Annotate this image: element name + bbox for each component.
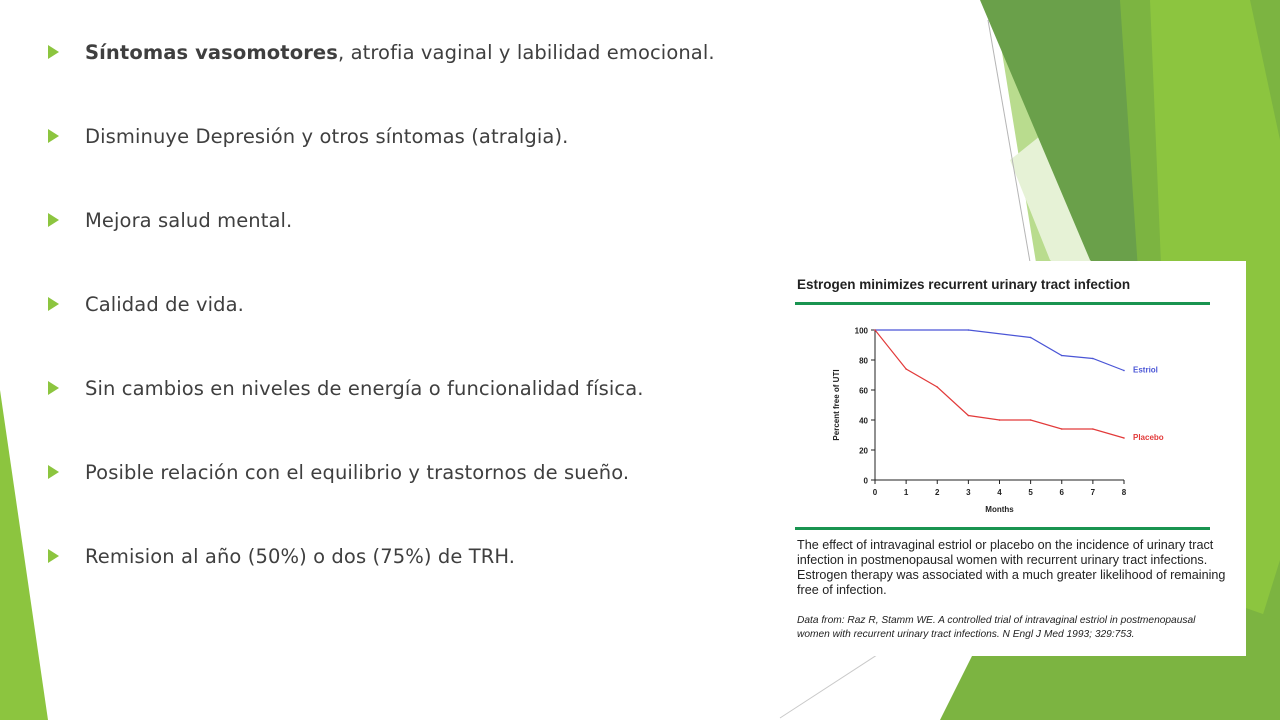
- left-green-triangle: [0, 390, 48, 720]
- data-point-estriol: [1123, 370, 1125, 372]
- data-point-placebo: [936, 386, 938, 388]
- bullet-text: Remision al año (50%) o dos (75%) de TRH.: [85, 544, 516, 568]
- bullet-item: [48, 204, 292, 236]
- x-axis-label: Months: [985, 505, 1014, 514]
- data-point-placebo: [905, 368, 907, 370]
- data-point-placebo: [1092, 428, 1094, 430]
- data-point-estriol: [1092, 358, 1094, 360]
- bullet-bold-text: Síntomas vasomotores: [85, 40, 338, 64]
- bullet-text: , atrofia vaginal y labilidad emocional.: [337, 40, 715, 64]
- x-tick-label: 6: [1059, 488, 1064, 497]
- y-axis-label: Percent free of UTI: [832, 369, 841, 441]
- data-point-estriol: [1061, 355, 1063, 357]
- data-point-placebo: [1123, 437, 1125, 439]
- bullet-text: Calidad de vida.: [85, 292, 244, 316]
- bullet-item: [48, 36, 715, 68]
- arrow-bullet-icon: [48, 297, 59, 311]
- bullet-item: [48, 540, 515, 572]
- x-tick-label: 8: [1121, 488, 1127, 497]
- x-tick-label: 7: [1090, 488, 1096, 497]
- data-point-placebo: [1061, 428, 1063, 430]
- arrow-bullet-icon: [48, 549, 59, 563]
- bullet-item: [48, 372, 644, 404]
- caption-divider-line: [795, 527, 1210, 530]
- chart-figure: [781, 261, 1246, 656]
- arrow-bullet-icon: [48, 381, 59, 395]
- bullet-item: [48, 120, 568, 152]
- line-chart: [781, 261, 1246, 531]
- x-tick-label: 4: [997, 488, 1002, 497]
- series-label-estriol: Estriol: [1133, 365, 1158, 375]
- series-line-estriol: [875, 330, 1124, 371]
- y-tick-label: 40: [859, 416, 868, 426]
- figure-source-citation: Data from: Raz R, Stamm WE. A controlled trial of intravaginal estriol in postmenopausal women with recurrent urinary tract infections. N Engl J Med 1993; 329:753.: [797, 615, 1196, 640]
- data-point-placebo: [999, 419, 1001, 421]
- data-point-placebo: [968, 415, 970, 417]
- x-tick-label: 2: [935, 488, 940, 497]
- bullet-item: [48, 456, 629, 488]
- y-tick-label: 20: [859, 446, 868, 456]
- y-tick-label: 100: [854, 326, 868, 336]
- x-tick-label: 0: [872, 488, 878, 497]
- bullet-text: Mejora salud mental.: [85, 208, 293, 232]
- bullet-item: [48, 288, 244, 320]
- arrow-bullet-icon: [48, 213, 59, 227]
- data-point-placebo: [874, 329, 876, 331]
- data-point-placebo: [1030, 419, 1032, 421]
- data-point-estriol: [1030, 337, 1032, 339]
- y-tick-label: 60: [859, 386, 868, 396]
- chart-title: Estrogen minimizes recurrent urinary tract infection: [797, 277, 1131, 292]
- arrow-bullet-icon: [48, 45, 59, 59]
- x-tick-label: 5: [1028, 488, 1033, 497]
- figure-caption: The effect of intravaginal estriol or placebo on the incidence of urinary tract infection in postmenopausal women with recurrent urinary tract infections. Estrogen therapy was associated with a much greater likelihood of remaining free of infection.: [797, 538, 1226, 597]
- x-tick-label: 1: [903, 488, 909, 497]
- y-tick-label: 80: [859, 356, 868, 366]
- arrow-bullet-icon: [48, 129, 59, 143]
- series-line-placebo: [875, 330, 1124, 438]
- bullet-text: Sin cambios en niveles de energía o funcionalidad física.: [85, 376, 644, 400]
- y-tick-label: 0: [863, 476, 868, 486]
- bullet-text: Disminuye Depresión y otros síntomas (atralgia).: [85, 124, 569, 148]
- x-tick-label: 3: [966, 488, 971, 497]
- arrow-bullet-icon: [48, 465, 59, 479]
- bullet-text: Posible relación con el equilibrio y trastornos de sueño.: [85, 460, 630, 484]
- series-label-placebo: Placebo: [1133, 433, 1164, 442]
- data-point-estriol: [968, 329, 970, 331]
